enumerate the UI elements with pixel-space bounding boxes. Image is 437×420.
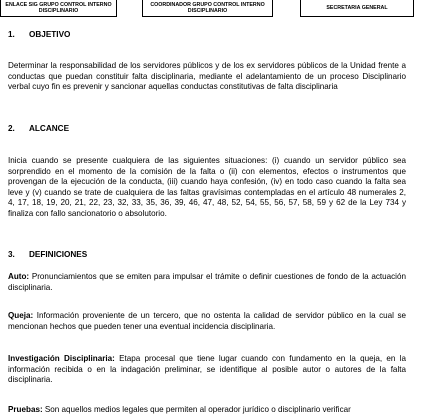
definition-queja	[8, 311, 406, 332]
definition-term: Auto:	[8, 272, 30, 281]
paragraph-alcance: Inicia cuando se presente cualquiera de las siguientes situaciones: (i) cuando un servidor público sea sorprendido en el momento de la comisión de la falta o (ii) con elementos, efectos o instrumentos que provengan de la ejecución de la conducta, (iii) cuando haya confesión, (iv) en todo caso cuando la falta sea leve y (v) cuando se trate de cualquiera de las faltas gravísimas contempladas en el artículo 48 numerales 2, 4, 17, 18, 19, 20, 21, 22, 23, 32, 33, 35, 36, 39, 46, 47, 48, 52, 54, 55, 56, 57, 58, 59 y 62 de la Ley 734 y finaliza con fallo sancionatorio o absolutorio.	[8, 156, 406, 218]
header-spacer	[273, 0, 301, 17]
section-heading-definiciones	[8, 250, 87, 259]
section-title: DEFINICIONES	[29, 250, 88, 259]
section-number: 2.	[8, 124, 15, 133]
document-header-table	[0, 0, 414, 17]
section-heading-objetivo	[8, 30, 70, 39]
header-spacer	[117, 0, 143, 17]
section-number: 1.	[8, 30, 15, 39]
header-cell-coordinador: COORDINADOR GRUPO CONTROL INTERNO DISCIPLINARIO	[143, 0, 273, 17]
header-cell-enlace: ENLACE SIG GRUPO CONTROL INTERNO DISCIPLINARIO	[1, 0, 117, 17]
definition-text: Son aquellos medios legales que permiten al operador jurídico o disciplinario verificar	[42, 405, 351, 414]
definition-term: Investigación Disciplinaria:	[8, 354, 115, 363]
definition-text: Etapa procesal que tiene lugar cuando con fundamento en la queja, en la información recibida o en la indagación preliminar, se identifique al posible autor o autores de la falta disciplinaria.	[8, 354, 406, 385]
definition-investigacion	[8, 354, 406, 386]
header-cell-secretaria: SECRETARIA GENERAL	[301, 0, 414, 17]
definition-text: Pronunciamientos que se emiten para impulsar el trámite o definir cuestiones de fondo de la actuación disciplinaria.	[8, 272, 406, 292]
section-title: ALCANCE	[29, 124, 70, 133]
section-heading-alcance	[8, 124, 69, 133]
section-title: OBJETIVO	[29, 30, 71, 39]
definition-text: Información proveniente de un tercero, que no ostenta la calidad de servidor público en la cual se mencionan hechos que pueden tener una eventual incidencia disciplinaria.	[8, 311, 406, 331]
paragraph-objetivo: Determinar la responsabilidad de los servidores públicos y de los ex servidores públicos de la Unidad frente a conductas que puedan constituir falta disciplinaria, mediante el adelantamiento de un proceso Disciplinario verbal cuyo fin es prevenir y sancionar aquellas conductas constitutivas de falta disciplinaria	[8, 61, 406, 92]
section-number: 3.	[8, 250, 15, 259]
definition-term: Pruebas:	[8, 405, 43, 414]
definition-pruebas	[8, 405, 406, 416]
definition-auto	[8, 272, 406, 293]
definition-term: Queja:	[8, 311, 34, 320]
